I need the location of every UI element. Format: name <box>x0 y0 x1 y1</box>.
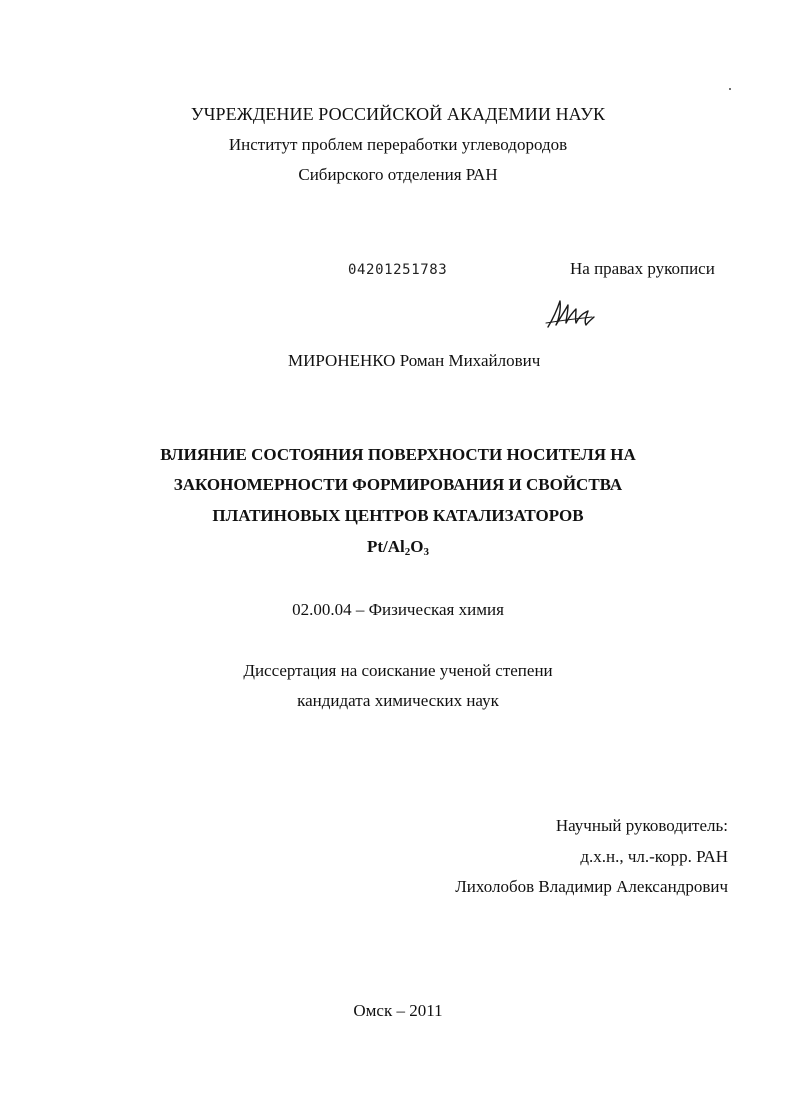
scan-speck <box>729 88 731 90</box>
organization-name: УЧРЕЖДЕНИЕ РОССИЙСКОЙ АКАДЕМИИ НАУК <box>190 104 606 124</box>
degree-line-2: кандидата химических наук <box>297 691 499 710</box>
institute-branch: Сибирского отделения РАН <box>298 165 498 184</box>
specialty: 02.00.04 – Физическая химия <box>292 600 504 619</box>
supervisor-name: Лихолобов Владимир Александрович <box>455 877 728 896</box>
thesis-title-formula: $Pt/Al_2O_3$ <box>366 537 429 558</box>
thesis-title-line-3: ПЛАТИНОВЫХ ЦЕНТРОВ КАТАЛИЗАТОРОВ <box>212 506 584 525</box>
thesis-title-line-1: ВЛИЯНИЕ СОСТОЯНИЯ ПОВЕРХНОСТИ НОСИТЕЛЯ НА <box>160 445 636 464</box>
manuscript-note: На правах рукописи <box>570 259 715 278</box>
supervisor-credentials: д.х.н., чл.-корр. РАН <box>580 847 728 866</box>
thesis-title-line-2: ЗАКОНОМЕРНОСТИ ФОРМИРОВАНИЯ И СВОЙСТВА <box>173 475 623 494</box>
degree-line-1: Диссертация на соискание ученой степени <box>243 661 553 680</box>
institute-name: Институт проблем переработки углеводородов <box>228 135 568 154</box>
registry-number: 04201251783 <box>348 262 448 278</box>
place-year: Омск – 2011 <box>353 1001 443 1020</box>
author-name: МИРОНЕНКО Роман Михайлович <box>288 351 541 370</box>
supervisor-label: Научный руководитель: <box>555 816 728 835</box>
signature <box>544 297 596 331</box>
